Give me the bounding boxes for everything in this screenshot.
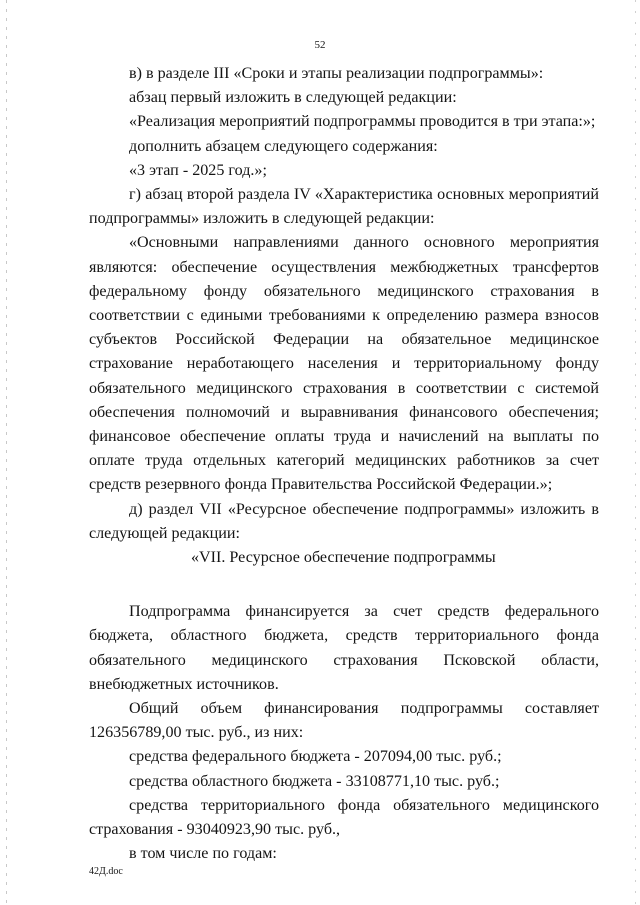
scan-edge-left	[6, 0, 7, 905]
paragraph-section-iv: г) абзац второй раздела IV «Характеристика основных мероприятий подпрограммы» изложить в следующей редакции:	[89, 186, 599, 228]
paragraph-add-abzac: дополнить абзацем следующего содержания:	[129, 137, 438, 155]
paragraph-total-volume: Общий объем финансирования подпрограммы составляет 126356789,00 тыс. руб., из них:	[89, 700, 599, 742]
page-number: 52	[314, 39, 326, 51]
spacer	[89, 570, 599, 600]
paragraph-stage-3: «3 этап - 2025 год.»;	[129, 161, 267, 179]
paragraph-abzac-first: абзац первый изложить в следующей редакции:	[129, 89, 457, 107]
paragraph-section-iii: в) в разделе III «Сроки и этапы реализации подпрограммы»:	[129, 65, 544, 82]
paragraph-federal-budget: средства федерального бюджета - 207094,00 тыс. руб.;	[129, 748, 502, 766]
file-name-footer: 42Д.doc	[89, 866, 123, 877]
scan-edge-right	[635, 0, 636, 905]
document-body	[89, 62, 599, 867]
paragraph-regional-budget: средства областного бюджета - 33108771,10 тыс. руб.;	[129, 772, 500, 790]
paragraph-territorial-fund: средства территориального фонда обязательного медицинского страхования - 93040923,90 тыс. руб.,	[89, 796, 599, 839]
section-heading: «VII. Ресурсное обеспечение подпрограммы	[191, 549, 496, 567]
paragraph-main-directions: «Основными направлениями данного основного мероприятия являются: обеспечение осуществления межбюджетных трансфертов федеральному фонду обязательного медицинского страхования в соответствии с едиными требованиями к определению размера взносов субъектов Российской Федерации на обязательное медицинское страхование неработающего населения и территориальному фонду обязательного медицинского страхования в соответствии с системой обеспечения полномочий и выравнивания финансового обеспечения; финансовое обеспечение оплаты труда и начислений на выплаты по оплате труда отдельных категорий медицинских работников за счет средств резервного фонда Правительства Российской Федерации.»;	[89, 234, 599, 494]
paragraph-financing-sources: Подпрограмма финансируется за счет средств федерального бюджета, областного бюджета, средств территориального фонда обязательного медицинского страхования Псковской области, внебюджетных источников.	[89, 603, 599, 693]
paragraph-by-years: в том числе по годам:	[129, 845, 277, 863]
paragraph-section-vii: д) раздел VII «Ресурсное обеспечение подпрограммы» изложить в следующей редакции:	[89, 500, 599, 542]
paragraph-three-stages: «Реализация мероприятий подпрограммы проводится в три этапа:»;	[129, 113, 596, 131]
